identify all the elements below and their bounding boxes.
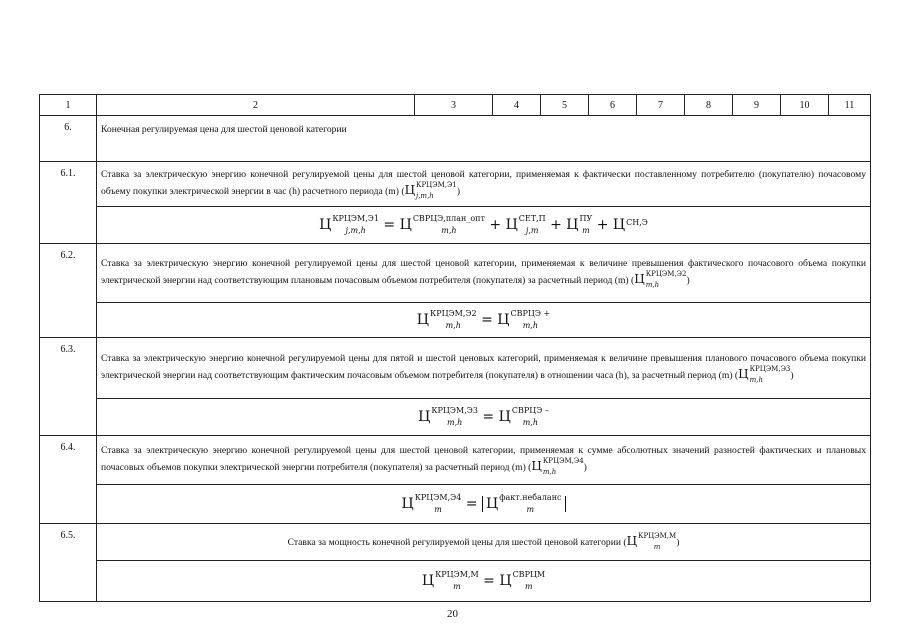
symbol-base: Ц <box>738 367 749 382</box>
row-number: 6.4. <box>40 436 97 524</box>
column-number-row <box>40 95 871 116</box>
symbol-sup: КРЦЭМ,Э1 <box>416 180 457 189</box>
symbol-sub: m,h <box>445 320 461 330</box>
symbol-base: Ц <box>566 216 579 233</box>
inline-symbol <box>404 180 457 200</box>
symbol-sup: факт.небаланс <box>499 492 562 502</box>
equals-sign: = <box>383 216 396 233</box>
row-number: 6. <box>40 116 97 162</box>
symbol-base: Ц <box>404 183 416 198</box>
table-row <box>40 524 871 561</box>
symbol-sub: m,h <box>522 417 538 427</box>
symbol-sub: j,m,h <box>416 191 434 200</box>
description-text: Ставка за электрическую энергию конечной регулируемой цены для шестой ценовой категории, применяемая к сумме абсолютных значений разностей фактических и плановых почасовых объемов покупки электрической энергии потребителя (покупателя) за расчетный период (m) ( <box>101 445 866 474</box>
symbol-sup: КРЦЭМ,М <box>435 569 479 579</box>
symbol-base: Ц <box>626 534 638 549</box>
symbol-base: Ц <box>497 311 510 328</box>
symbol-indices <box>579 213 593 235</box>
symbol-sup: КРЦЭМ,Э4 <box>542 456 584 465</box>
symbol-indices <box>645 269 687 289</box>
symbol-indices <box>431 405 478 427</box>
description-end: ) <box>456 186 461 198</box>
column-number: 10 <box>781 95 829 116</box>
symbol-sup: СВРЦЭ,план_опт <box>412 213 485 223</box>
symbol-sup: КРЦЭМ,Э3 <box>749 364 791 373</box>
formula <box>418 405 549 427</box>
formula <box>401 492 565 514</box>
column-number: 8 <box>685 95 733 116</box>
inline-symbol <box>634 269 687 289</box>
symbol-base: Ц <box>319 216 332 233</box>
symbol-base: Ц <box>485 495 499 512</box>
formula-cell <box>97 485 871 524</box>
inline-symbol <box>626 531 680 551</box>
column-number: 3 <box>415 95 493 116</box>
symbol-sub: m,h <box>441 225 457 235</box>
formula-cell <box>97 207 871 244</box>
symbol-base: Ц <box>498 408 511 425</box>
document-table <box>39 94 871 602</box>
symbol-indices <box>511 405 549 427</box>
symbol-sup: КРЦЭМ,Э1 <box>332 213 379 223</box>
symbol-sub: m,h <box>542 467 557 476</box>
column-number: 9 <box>733 95 781 116</box>
symbol-sub: j,m <box>525 225 539 235</box>
formula-row <box>40 399 871 436</box>
symbol-base: Ц <box>416 311 429 328</box>
symbol-indices <box>332 213 379 235</box>
description-text: Ставка за электрическую энергию конечной регулируемой цены для пятой и шестой ценовых категорий, применяемая к величине превышения планового почасового объема покупки электрической энергии над соответствующим фактическим почасовым объемом потребителя (покупателя) в отношении часа (h), за расчетный период (m) ( <box>101 353 866 382</box>
symbol-indices <box>626 217 648 229</box>
symbol-sup: КРЦЭМ,Э2 <box>430 308 477 318</box>
symbol-indices <box>510 308 551 330</box>
symbol-sup: ПУ <box>579 213 593 223</box>
symbol-base: Ц <box>531 459 542 474</box>
symbol-sup: СВРЦЭ + <box>510 308 551 318</box>
column-number: 7 <box>637 95 685 116</box>
symbol-sup: СВРЦЭ – <box>511 405 549 415</box>
inline-symbol <box>738 364 791 384</box>
column-number: 6 <box>589 95 637 116</box>
description-end: ) <box>686 275 690 287</box>
symbol-sub: m <box>453 581 461 591</box>
symbol-indices <box>638 531 677 551</box>
inline-symbol <box>531 456 584 476</box>
symbol-base: Ц <box>612 216 626 233</box>
description-text: Ставка за электрическую энергию конечной регулируемой цены для шестой ценовой категории, применяемая к величине превышения фактического почасового объема покупки электрической энергии над соответствующим плановым почасовым объемом потребителя (покупателя) за расчетный период (m) ( <box>101 258 866 287</box>
table-row <box>40 436 871 485</box>
description-text: Ставка за электрическую энергию конечной регулируемой цены для шестой ценовой категории, применяемая к фактически поставленному потребителю (покупателю) почасовому объему покупки электрической энергии в час (h) расчетного периода (m) ( <box>101 169 866 198</box>
symbol-sub: m <box>526 504 535 514</box>
table-row <box>40 116 871 162</box>
symbol-base: Ц <box>505 216 518 233</box>
column-number: 2 <box>97 95 415 116</box>
row-number: 6.2. <box>40 244 97 338</box>
symbol-base: Ц <box>421 572 435 589</box>
symbol-base: Ц <box>418 408 431 425</box>
column-number: 11 <box>829 95 871 116</box>
equals-sign: = <box>482 408 495 425</box>
equals-sign: = <box>483 572 495 589</box>
symbol-sup: КРЦЭМ,Э4 <box>414 492 462 502</box>
table-row <box>40 338 871 399</box>
symbol-sub: m <box>434 504 442 514</box>
equals-sign: = <box>465 495 478 512</box>
symbol-sub: m,h <box>645 280 660 289</box>
description-end: ) <box>583 462 587 474</box>
symbol-indices <box>430 308 477 330</box>
row-description <box>97 162 871 207</box>
symbol-indices <box>518 213 546 235</box>
symbol-base: Ц <box>634 272 645 287</box>
description-end: ) <box>676 537 680 549</box>
formula-row <box>40 303 871 338</box>
description-text: Ставка за мощность конечной регулируемой цены для шестой ценовой категории ( <box>287 537 627 549</box>
row-number: 6.5. <box>40 524 97 602</box>
formula-row <box>40 207 871 244</box>
symbol-indices <box>435 569 479 591</box>
symbol-sub: m,h <box>447 417 463 427</box>
row-description <box>97 244 871 303</box>
symbol-base: Ц <box>399 216 412 233</box>
absolute-value <box>482 492 566 514</box>
symbol-base: Ц <box>499 572 512 589</box>
column-number: 1 <box>40 95 97 116</box>
row-number: 6.3. <box>40 338 97 436</box>
symbol-sub: m,h <box>749 375 763 384</box>
symbol-indices <box>414 492 462 514</box>
plus-sign: + <box>489 216 502 233</box>
symbol-sup: КРЦЭМ,Э3 <box>431 405 478 415</box>
plus-sign: + <box>550 216 562 233</box>
symbol-sub: j,m,h <box>345 225 366 235</box>
symbol-sub: m,h <box>522 320 538 330</box>
formula-cell <box>97 303 871 338</box>
description-end: ) <box>790 370 794 382</box>
symbol-sub: m <box>653 542 661 551</box>
symbol-indices <box>749 364 794 384</box>
page-number: 20 <box>447 608 458 620</box>
symbol-sup: КРЦЭМ,Э2 <box>645 269 687 278</box>
symbol-indices <box>416 180 457 200</box>
row-description <box>97 436 871 485</box>
symbol-sup: СВРЦМ <box>512 569 546 579</box>
table-row <box>40 162 871 207</box>
symbol-sup: СН,Э <box>626 217 648 227</box>
equals-sign: = <box>481 311 493 328</box>
symbol-indices <box>499 492 562 514</box>
formula <box>416 308 551 330</box>
symbol-sup: СЕТ,П <box>518 213 546 223</box>
row-number: 6.1. <box>40 162 97 244</box>
column-number: 5 <box>541 95 589 116</box>
row-description <box>97 524 871 561</box>
formula-cell <box>97 561 871 602</box>
symbol-indices <box>512 569 546 591</box>
table-row <box>40 244 871 303</box>
symbol-sub: m <box>582 225 590 235</box>
symbol-base: Ц <box>401 495 414 512</box>
symbol-sub: m <box>525 581 533 591</box>
formula-row <box>40 561 871 602</box>
row-description: Конечная регулируемая цена для шестой ценовой категории <box>97 116 871 162</box>
symbol-indices <box>542 456 584 476</box>
symbol-indices <box>412 213 485 235</box>
symbol-sup: КРЦЭМ,М <box>638 531 677 540</box>
column-number: 4 <box>493 95 541 116</box>
formula-row <box>40 485 871 524</box>
formula <box>319 213 648 235</box>
row-description <box>97 338 871 399</box>
formula <box>421 569 546 591</box>
plus-sign: + <box>596 216 609 233</box>
formula-cell <box>97 399 871 436</box>
